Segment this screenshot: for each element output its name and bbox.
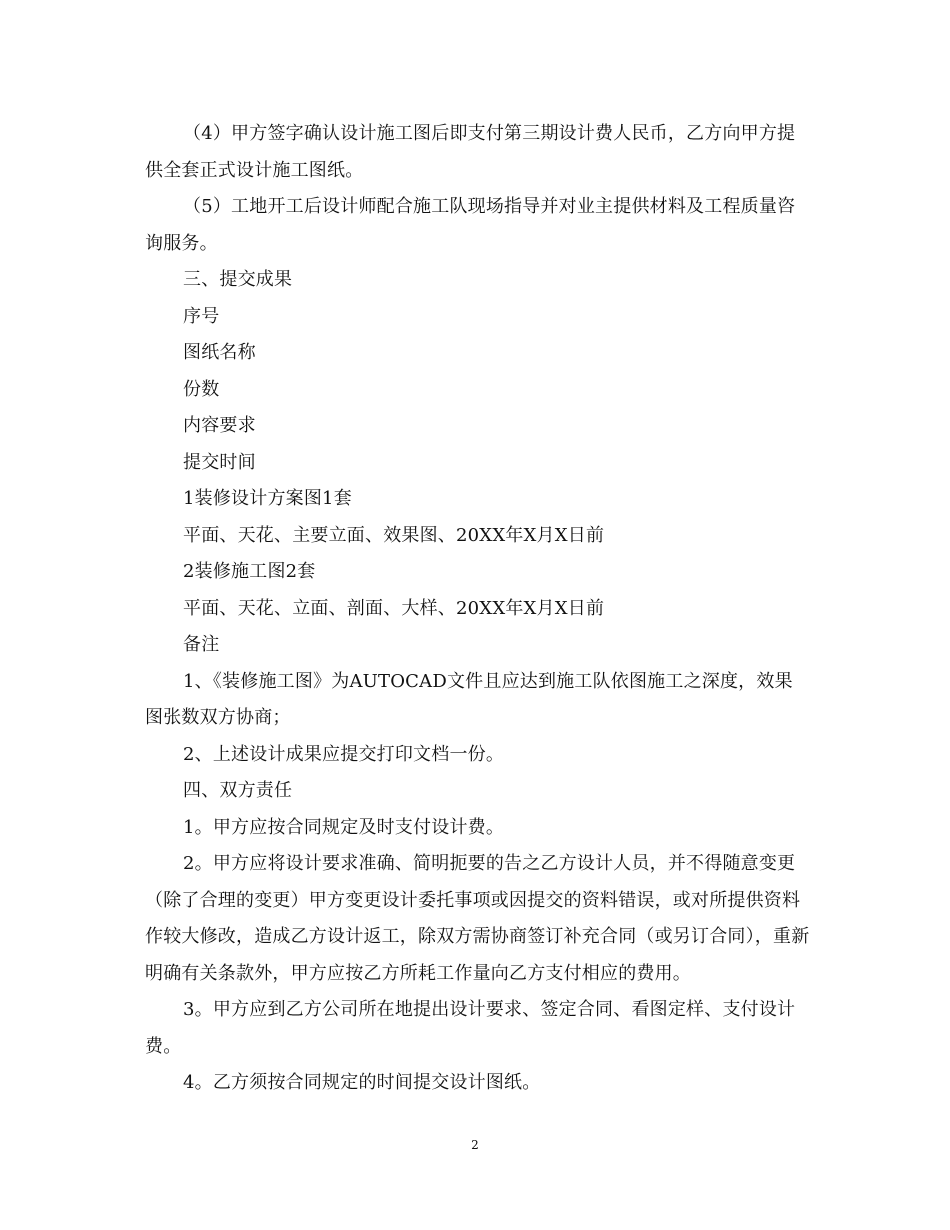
remark-1: 1、《装修施工图》为AUTOCAD文件且应达到施工队依图施工之深度，效果图张数双方协商； [145, 670, 793, 728]
deliverable-2: 2装修施工图2套 [183, 561, 316, 582]
remark-2: 2、上述设计成果应提交打印文档一份。 [183, 743, 505, 765]
table-header-drawing-name: 图纸名称 [183, 342, 256, 363]
table-header-copies: 份数 [183, 378, 220, 400]
deliverable-1-details: 平面、天花、主要立面、效果图、20XX年X月X日前 [183, 524, 605, 546]
clause-5: （5）工地开工后设计师配合施工队现场指导并对业主提供材料及工程质量咨询服务。 [145, 196, 796, 254]
document-body [145, 116, 810, 1102]
remarks-heading: 备注 [183, 634, 220, 655]
table-header-content: 内容要求 [183, 415, 256, 436]
section-heading-responsibilities: 四、双方责任 [183, 780, 293, 801]
responsibility-4: 4。乙方须按合同规定的时间提交设计图纸。 [183, 1072, 541, 1093]
clause-4: （4）甲方签字确认设计施工图后即支付第三期设计费人民币，乙方向甲方提供全套正式设计施工图纸。 [145, 123, 796, 181]
responsibility-1: 1。甲方应按合同规定及时支付设计费。 [183, 816, 505, 838]
responsibility-3: 3。甲方应到乙方公司所在地提出设计要求、签定合同、看图定样、支付设计费。 [145, 999, 796, 1057]
responsibility-2: 2。甲方应将设计要求准确、简明扼要的告之乙方设计人员，并不得随意变更（除了合理的变更）甲方变更设计委托事项或因提交的资料错误，或对所提供资料作较大修改，造成乙方设计返工，除双方需协商签订补充合同（或另订合同），重新明确有关条款外，甲方应按乙方所耗工作量向乙方支付相应的费用。 [145, 853, 810, 984]
deliverable-2-details: 平面、天花、立面、剖面、大样、20XX年X月X日前 [183, 597, 605, 619]
table-header-no: 序号 [183, 305, 220, 327]
table-header-time: 提交时间 [183, 451, 256, 473]
deliverable-1: 1装修设计方案图1套 [183, 488, 352, 509]
page-number: 2 [471, 1138, 479, 1152]
section-heading-deliverables: 三、提交成果 [183, 269, 293, 290]
